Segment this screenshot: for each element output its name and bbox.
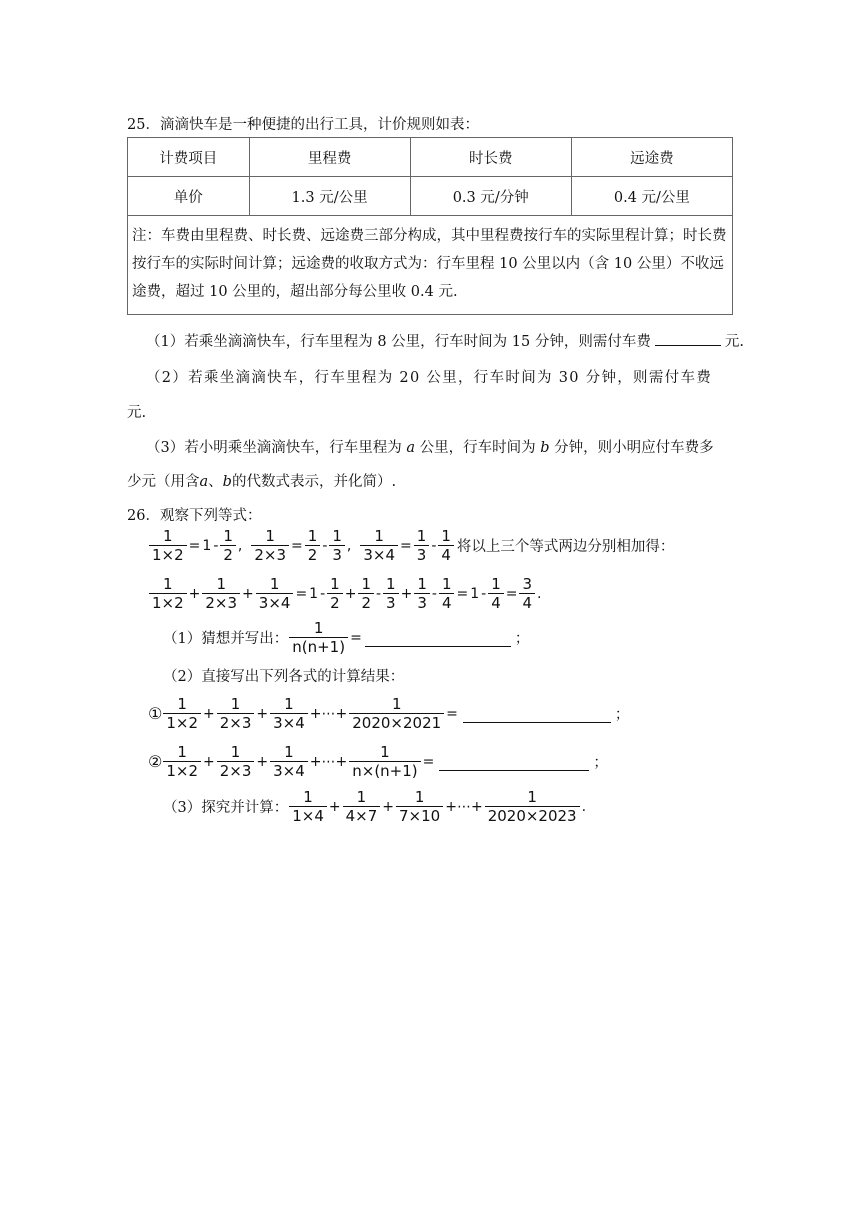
math-operator: + <box>400 585 413 602</box>
fraction <box>256 575 294 612</box>
q25-part3-text: （3）若小明乘坐滴滴快车，行车里程为 <box>146 440 402 456</box>
q26-summed-equation <box>148 575 542 612</box>
fraction <box>289 619 348 656</box>
fraction-denominator: 2020×2021 <box>349 713 444 732</box>
q26-part1-text: （1）猜想并写出： <box>163 631 289 647</box>
fraction <box>149 575 187 612</box>
fraction-denominator: 2 <box>327 593 343 612</box>
fraction <box>327 575 343 612</box>
fraction-numerator: 1 <box>223 527 233 545</box>
fraction <box>438 527 454 564</box>
fraction <box>519 575 535 612</box>
fraction <box>270 695 308 732</box>
fraction-denominator: 2×3 <box>251 545 289 564</box>
punctuation: ； <box>593 755 608 771</box>
q26-example-text: 将以上三个等式两边分别相加得： <box>456 539 675 555</box>
fraction-denominator: 3 <box>414 593 430 612</box>
punctuation: ； <box>514 631 530 647</box>
table-row <box>128 177 733 216</box>
fraction <box>349 743 420 780</box>
q25-part2-end: 元. <box>127 405 147 421</box>
table-header-cell: 计费项目 <box>128 138 250 177</box>
fraction-numerator: 1 <box>380 743 390 761</box>
fraction-numerator: 1 <box>265 527 275 545</box>
math-operator: = <box>291 537 303 554</box>
variable-a: a <box>199 474 209 490</box>
fraction-denominator: 2 <box>305 545 321 564</box>
fraction <box>383 575 399 612</box>
math-operator: 1 <box>202 537 212 554</box>
answer-blank[interactable] <box>463 704 611 723</box>
fraction-denominator: 2020×2023 <box>485 806 580 825</box>
fraction <box>289 788 327 825</box>
fraction-numerator: 1 <box>284 743 294 761</box>
fraction-denominator: 3 <box>414 545 430 564</box>
math-operator: - <box>375 585 382 602</box>
fraction-numerator: 3 <box>522 575 533 593</box>
fraction-numerator: 1 <box>307 527 318 545</box>
fraction-denominator: 1×2 <box>149 545 187 564</box>
fraction-numerator: 1 <box>332 527 342 545</box>
q25-part3-text: 公里，行车时间为 <box>419 440 536 456</box>
table-note: 注：车费由里程费、时长费、远途费三部分构成，其中里程费按行车的实际里程计算；时长费按行车的实际时间计算；远途费的收取方式为：行车里程 10 公里以内（含 10 公里）不收远途费，超过 10 公里的，超出部分每公里收 0.4 元. <box>128 216 733 315</box>
q26-part2-item1 <box>148 695 629 732</box>
fraction <box>163 743 201 780</box>
fraction-denominator: 1×4 <box>289 806 327 825</box>
fraction-denominator: 4 <box>488 593 504 612</box>
fraction-numerator: 1 <box>163 527 173 545</box>
fraction-denominator: 1×2 <box>149 593 187 612</box>
fraction-numerator: 1 <box>527 788 537 806</box>
q25-part1-end: 元. <box>724 334 744 350</box>
fraction-denominator: 4 <box>438 545 454 564</box>
math-operator: - <box>431 585 437 602</box>
fraction <box>414 575 430 612</box>
math-operator: + <box>188 585 201 602</box>
fraction <box>343 788 381 825</box>
math-operator: = <box>400 537 412 554</box>
math-operator: = <box>188 537 201 554</box>
math-operator: 1 <box>309 585 319 602</box>
fraction-numerator: 1 <box>313 619 324 637</box>
punctuation: ； <box>614 707 630 723</box>
fraction <box>149 527 187 564</box>
math-operator: + <box>328 798 341 815</box>
math-operator: = <box>505 585 518 602</box>
fraction-denominator: 2×3 <box>217 761 255 780</box>
math-operator: - <box>213 537 219 554</box>
q26-part2-item2 <box>148 743 608 780</box>
fraction-numerator: 1 <box>216 575 226 593</box>
fee-table <box>127 137 733 315</box>
fraction-denominator: 1×2 <box>163 713 201 732</box>
answer-blank[interactable] <box>655 331 721 346</box>
fraction <box>329 527 345 564</box>
fraction-numerator: 1 <box>361 575 371 593</box>
math-operator: - <box>322 537 328 554</box>
table-cell: 单价 <box>128 177 250 216</box>
fraction <box>251 527 289 564</box>
fraction-numerator: 1 <box>177 743 187 761</box>
circled-number: ② <box>148 752 163 771</box>
fraction-numerator: 1 <box>386 575 396 593</box>
q26-example-equations <box>148 527 674 564</box>
fraction <box>202 575 240 612</box>
q25-part3-text: 少元（用含 <box>127 474 200 490</box>
fraction <box>220 527 236 564</box>
fraction-denominator: 2×3 <box>217 713 255 732</box>
fraction-denominator: 3×4 <box>360 545 398 564</box>
fraction <box>349 695 444 732</box>
fraction-numerator: 1 <box>330 575 340 593</box>
variable-b: b <box>540 440 550 456</box>
fraction <box>439 575 455 612</box>
fraction-denominator: 3×4 <box>270 761 308 780</box>
fraction-denominator: 3×4 <box>270 713 308 732</box>
fraction-numerator: 1 <box>417 575 427 593</box>
math-operator: 1 <box>470 585 480 602</box>
fraction-numerator: 1 <box>303 788 313 806</box>
fraction-numerator: 1 <box>356 788 367 806</box>
fraction-denominator: 4 <box>519 593 535 612</box>
answer-blank[interactable] <box>365 628 511 647</box>
fraction-numerator: 1 <box>441 527 451 545</box>
fraction-denominator: n(n+1) <box>289 637 348 656</box>
fraction-denominator: 4 <box>439 593 455 612</box>
fraction-numerator: 1 <box>177 695 187 713</box>
math-operator: + <box>256 753 269 770</box>
fraction <box>358 575 374 612</box>
q26-title: 26．观察下列等式： <box>127 508 262 524</box>
fraction-numerator: 1 <box>284 695 294 713</box>
table-cell: 1.3 元/公里 <box>249 177 410 216</box>
variable-a: a <box>406 440 415 456</box>
fraction-denominator: 3 <box>329 545 345 564</box>
fraction-numerator: 1 <box>441 575 452 593</box>
q25-part1 <box>146 330 744 351</box>
table-row <box>128 216 733 315</box>
math-operator: = <box>350 629 362 646</box>
fraction-denominator: 7×10 <box>396 806 443 825</box>
fraction-denominator: 1×2 <box>163 761 201 780</box>
table-row <box>128 138 733 177</box>
math-operator: , <box>237 537 243 554</box>
fraction-numerator: 1 <box>163 575 173 593</box>
math-operator: = <box>456 585 469 602</box>
fraction <box>360 527 398 564</box>
q25-part3-line2 <box>127 470 396 491</box>
fraction-numerator: 1 <box>374 527 384 545</box>
fraction <box>270 743 308 780</box>
math-operator: + <box>344 585 357 602</box>
q25-part3-text: 、 <box>208 474 223 490</box>
math-operator: . <box>581 798 587 815</box>
math-operator: + <box>242 585 254 602</box>
fraction-denominator: 3 <box>383 593 399 612</box>
fraction <box>217 695 255 732</box>
fraction <box>217 743 255 780</box>
q25-part1-text: （1）若乘坐滴滴快车，行车里程为 8 公里，行车时间为 15 分钟，则需付车费 <box>146 334 651 350</box>
math-operator: = <box>422 753 435 770</box>
q25-part3-text: 分钟，则小明应付车费多 <box>554 440 714 456</box>
q25-part2-text: （2）若乘坐滴滴快车，行车里程为 20 公里，行车时间为 30 分钟，则需付车费 <box>146 370 713 386</box>
math-operator: . <box>537 585 542 602</box>
table-header-cell: 远途费 <box>571 138 732 177</box>
fraction <box>414 527 430 564</box>
fraction-denominator: 4×7 <box>343 806 381 825</box>
math-operator: - <box>320 585 326 602</box>
fraction-numerator: 1 <box>414 788 425 806</box>
table-header-cell: 时长费 <box>410 138 571 177</box>
fraction-numerator: 1 <box>391 695 402 713</box>
math-operator: = <box>446 705 458 722</box>
fraction-numerator: 1 <box>491 575 501 593</box>
fraction <box>163 695 201 732</box>
math-operator: = <box>295 585 308 602</box>
fraction <box>396 788 443 825</box>
q26-part3-text: （3）探究并计算： <box>163 800 289 816</box>
q25-part2 <box>146 366 712 387</box>
math-operator: + <box>203 753 215 770</box>
q26-part1 <box>163 619 529 656</box>
math-operator: + <box>256 705 269 722</box>
math-operator: - <box>481 585 487 602</box>
circled-number: ① <box>148 704 163 723</box>
fraction-numerator: 1 <box>269 575 280 593</box>
q25-part3 <box>146 436 714 457</box>
answer-blank[interactable] <box>439 752 589 771</box>
math-operator: +⋯+ <box>445 798 483 815</box>
q25-part3-text: 的代数式表示，并化简）. <box>231 474 397 490</box>
math-operator: , <box>346 537 352 554</box>
fraction <box>305 527 321 564</box>
math-operator: +⋯+ <box>309 753 348 770</box>
fraction-denominator: 2 <box>358 593 374 612</box>
fraction-denominator: n×(n+1) <box>349 761 420 780</box>
fraction <box>488 575 504 612</box>
q26-part3 <box>163 788 587 825</box>
q25-title: 25．滴滴快车是一种便捷的出行工具，计价规则如表： <box>127 117 479 133</box>
variable-b: b <box>222 474 232 490</box>
q26-part2: （2）直接写出下列各式的计算结果： <box>163 669 405 685</box>
fraction-denominator: 3×4 <box>256 593 294 612</box>
fraction-denominator: 2 <box>220 545 236 564</box>
math-operator: +⋯+ <box>309 705 348 722</box>
fraction-numerator: 1 <box>416 527 427 545</box>
fraction-numerator: 1 <box>230 743 241 761</box>
fraction <box>485 788 580 825</box>
math-operator: - <box>431 537 437 554</box>
fraction-numerator: 1 <box>230 695 241 713</box>
table-header-cell: 里程费 <box>249 138 410 177</box>
math-operator: + <box>382 798 395 815</box>
math-operator: + <box>203 705 215 722</box>
table-cell: 0.4 元/公里 <box>571 177 732 216</box>
fraction-denominator: 2×3 <box>202 593 240 612</box>
table-cell: 0.3 元/分钟 <box>410 177 571 216</box>
